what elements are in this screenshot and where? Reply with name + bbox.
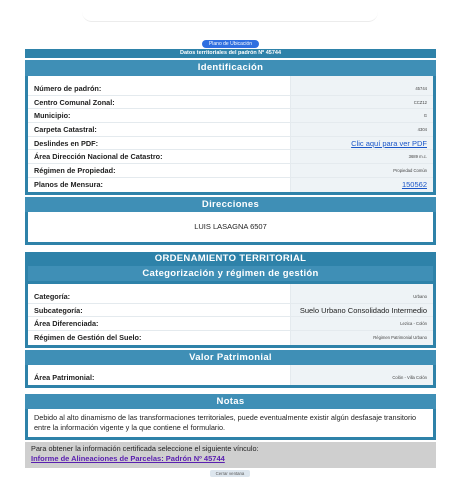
identificacion-panel <box>25 60 436 195</box>
ccz-row <box>28 96 433 110</box>
regimen-propiedad-value: Propiedad Común <box>291 164 433 177</box>
planos-mensura-value <box>291 178 433 192</box>
carpeta-row <box>28 123 433 137</box>
certificado-text: Para obtener la información certificada seleccione el siguiente vínculo: <box>31 444 259 453</box>
padron-label: Número de padrón: <box>28 82 291 95</box>
regimen-propiedad-row <box>28 164 433 178</box>
notas-text: Debido al alto dinamismo de las transformaciones territoriales, puede eventualmente existir algún desfasaje transitorio entre la información vigente y la que contiene el formulario. <box>28 409 433 437</box>
planos-mensura-label: Planos de Mensura: <box>28 178 291 192</box>
area-patrimonial-row <box>28 371 433 385</box>
area-diferenciada-value: Lezica - Colón <box>291 317 433 330</box>
area-diferenciada-label: Área Diferenciada: <box>28 317 291 330</box>
address-text: LUIS LASAGNA 6507 <box>28 212 433 242</box>
patrimonial-body <box>28 365 433 385</box>
carpeta-value: 4304 <box>291 123 433 136</box>
categorizacion-body <box>28 284 433 345</box>
subcategoria-row <box>28 304 433 318</box>
top-frame-edge <box>82 10 378 22</box>
identificacion-body <box>28 76 433 192</box>
ordenamiento-header: ORDENAMIENTO TERRITORIAL <box>25 252 436 266</box>
ccz-label: Centro Comunal Zonal: <box>28 96 291 109</box>
planos-mensura-row <box>28 178 433 192</box>
area-patrimonial-value: Colón - Villa Colón <box>291 371 433 385</box>
deslindes-row <box>28 137 433 151</box>
close-window-button[interactable]: Cerrar ventana <box>210 470 250 477</box>
deslindes-label: Deslindes en PDF: <box>28 137 291 150</box>
ordenamiento-panel <box>25 252 436 284</box>
direcciones-header: Direcciones <box>25 197 436 212</box>
area-diferenciada-row <box>28 317 433 331</box>
notas-panel <box>25 394 436 440</box>
padron-value: 45744 <box>291 82 433 95</box>
padron-row <box>28 82 433 96</box>
deslindes-pdf-link[interactable]: Clic aquí para ver PDF <box>351 138 427 148</box>
area-patrimonial-label: Área Patrimonial: <box>28 371 291 385</box>
planos-mensura-link[interactable]: 150562 <box>401 179 427 189</box>
notas-header: Notas <box>25 394 436 409</box>
categorizacion-panel <box>25 284 436 348</box>
location-map-button[interactable]: Plano de Ubicación <box>202 40 259 48</box>
patrimonial-panel <box>25 350 436 388</box>
categoria-label: Categoría: <box>28 290 291 303</box>
regimen-gestion-value: Régimen Patrimonial Urbano <box>291 331 433 345</box>
deslindes-value <box>291 137 433 150</box>
patrimonial-header: Valor Patrimonial <box>25 350 436 365</box>
regimen-gestion-label: Régimen de Gestión del Suelo: <box>28 331 291 345</box>
subcategoria-label: Subcategoría: <box>28 304 291 317</box>
carpeta-label: Carpeta Catastral: <box>28 123 291 136</box>
regimen-gestion-row <box>28 331 433 345</box>
area-catastro-value: 3689 m.c. <box>291 150 433 163</box>
municipio-value: G <box>291 109 433 122</box>
direcciones-panel <box>25 197 436 245</box>
municipio-label: Municipio: <box>28 109 291 122</box>
certificado-box <box>25 442 436 468</box>
subcategoria-value: Suelo Urbano Consolidado Intermedio <box>291 304 433 317</box>
categoria-row <box>28 290 433 304</box>
categorizacion-header: Categorización y régimen de gestión <box>28 266 433 281</box>
area-catastro-row <box>28 150 433 164</box>
area-catastro-label: Área Dirección Nacional de Catastro: <box>28 150 291 163</box>
categoria-value: Urbano <box>291 290 433 303</box>
identificacion-header: Identificación <box>25 60 436 76</box>
page-title: Datos territoriales del padrón Nº 45744 <box>25 49 436 58</box>
regimen-propiedad-label: Régimen de Propiedad: <box>28 164 291 177</box>
ccz-value: CCZ12 <box>291 96 433 109</box>
municipio-row <box>28 109 433 123</box>
alineaciones-report-link[interactable]: Informe de Alineaciones de Parcelas: Padrón Nº 45744 <box>31 454 225 463</box>
